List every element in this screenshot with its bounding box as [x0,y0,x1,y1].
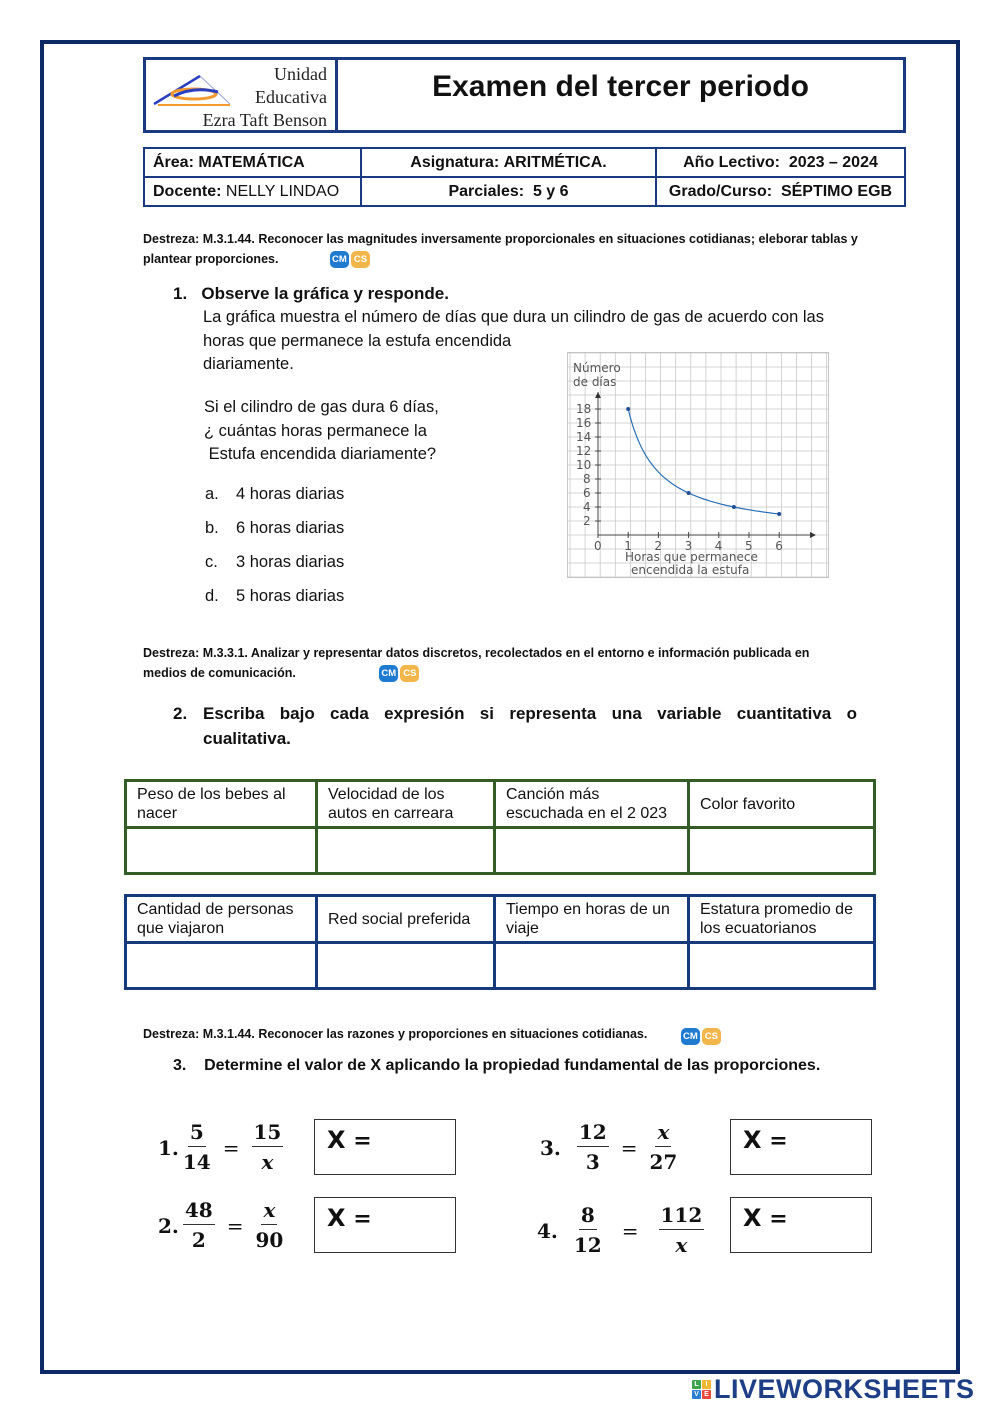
equation-label: 4. [537,1218,558,1243]
cm-badge: CM [330,251,349,268]
question-2-title-line-1: Escriba bajo cada expresión si representa una variable cuantitativa o [203,704,857,723]
denominator: 3 [585,1150,600,1174]
option-letter: b. [205,519,219,537]
svg-text:14: 14 [576,430,592,444]
destreza-1-line-2: plantear proporciones. [143,252,279,266]
variable-cell: Estatura promedio de los ecuatorianos [689,896,875,943]
denominator: 12 [573,1233,602,1257]
grado-value: SÉPTIMO EGB [780,182,893,200]
svg-text:0: 0 [594,539,602,553]
exam-title: Examen del tercer periodo [432,70,809,103]
equals-label: = [769,1128,788,1154]
area-label: Área: [153,153,194,171]
equals-sign: = [222,1135,240,1160]
grado-cell [656,177,905,206]
equals-sign: = [620,1135,638,1160]
question-1-title [173,284,449,304]
liveworksheets-logo-icon [692,1380,711,1399]
equals-label: = [353,1128,372,1154]
description-line-3: diariamente. [203,355,294,373]
denominator: 27 [649,1150,678,1174]
logo-letter: I [702,1380,711,1389]
option-text: 6 horas diarias [236,519,345,537]
svg-text:Horas que permanece: Horas que permanece [625,550,758,564]
liveworksheets-brand[interactable] [692,1374,975,1405]
question-3-number: 3. [173,1057,187,1074]
equation-1 [158,1120,287,1175]
anio-cell [656,148,905,177]
numerator: 15 [252,1120,284,1147]
docente-cell [144,177,361,206]
option-d[interactable] [205,587,344,621]
svg-text:3: 3 [684,539,693,553]
fraction-left [183,1120,211,1175]
logo-letter: E [702,1390,711,1399]
question-3-title [173,1057,820,1075]
equals-label: = [353,1206,372,1232]
variable-cell: Peso de los bebes al nacer [126,781,317,828]
numerator: x [655,1120,671,1147]
numerator: x [261,1198,277,1225]
svg-text:de días: de días [573,375,617,389]
data-point [777,512,781,516]
logo-letter: V [692,1390,701,1399]
option-letter: c. [205,553,218,571]
fraction-right [659,1203,705,1258]
variable-cell: Red social preferida [317,896,495,943]
fraction-right [650,1120,678,1175]
variable-cell: Velocidad de los autos en carreara [317,781,495,828]
option-text: 4 horas diarias [236,485,345,503]
variable-cell: Color favorito [689,781,875,828]
option-text: 5 horas diarias [236,587,345,605]
school-line-1: Unidad [274,64,327,84]
svg-text:5: 5 [745,539,753,553]
equation-2 [158,1198,287,1253]
answer-input[interactable] [126,828,317,874]
info-table [143,147,906,207]
competency-badges [681,1028,721,1045]
description-line-2: horas que permanece la estufa encendida [203,331,512,350]
variable-cell: Tiempo en horas de un viaje [495,896,689,943]
answer-box-4[interactable] [730,1197,872,1253]
fraction-left [574,1203,602,1258]
answer-input[interactable] [317,828,495,874]
area-cell [144,148,361,177]
question-2-title-line-2: cualitativa. [203,729,291,748]
option-a[interactable] [205,485,344,519]
parciales-cell [361,177,656,206]
equals-label: = [769,1206,788,1232]
equation-label: 3. [540,1135,561,1160]
variables-table-1 [124,779,876,875]
x-label: X [743,1204,762,1232]
asignatura-cell [361,148,656,177]
data-point [687,491,691,495]
option-b[interactable] [205,519,344,553]
denominator: 2 [191,1228,206,1252]
answer-box-3[interactable] [730,1119,872,1175]
destreza-2-line-1: Destreza: M.3.3.1. Analizar y representar datos discretos, recolectados en el entorno e información publicada en [143,646,810,660]
prompt-line-3: Estufa encendida diariamente? [204,445,437,463]
docente-value: NELLY LINDAO [225,182,340,200]
equation-3 [540,1120,681,1175]
svg-text:encendida la estufa: encendida la estufa [631,563,750,577]
answer-box-1[interactable] [314,1119,456,1175]
logo-letter: L [692,1380,701,1389]
cs-badge: CS [351,251,370,268]
exam-header [143,57,906,133]
denominator: 90 [255,1228,284,1252]
x-label: X [327,1204,346,1232]
svg-text:16: 16 [576,416,592,430]
data-point [626,407,630,411]
destreza-2-line-2: medios de comunicación. [143,666,296,680]
svg-text:8: 8 [583,472,591,486]
description-line-1: La gráfica muestra el número de días que dura un cilindro de gas de acuerdo con las [203,308,824,326]
question-1-number: 1. [173,284,188,303]
question-1-prompt [204,396,439,467]
anio-value: 2023 – 2024 [788,153,878,171]
answer-input[interactable] [126,943,317,989]
grado-label: Grado/Curso: [668,182,773,200]
inverse-proportion-chart [567,352,829,578]
numerator: 5 [188,1120,206,1147]
denominator: x [675,1233,688,1257]
answer-options [205,485,344,621]
fraction-left [183,1198,215,1253]
data-point [732,505,736,509]
competency-badges [330,251,370,268]
answer-input[interactable] [495,828,689,874]
school-logo-icon [152,74,232,108]
denominator: 14 [182,1150,211,1174]
school-line-2: Educativa [255,87,327,107]
svg-text:6: 6 [583,486,591,500]
question-1-title-text: Observe la gráfica y responde. [201,284,449,303]
numerator: 112 [659,1203,705,1230]
denominator: x [261,1150,274,1174]
fraction-left [577,1120,609,1175]
question-3-title-text: Determine el valor de X aplicando la propiedad fundamental de las proporciones. [204,1057,821,1074]
cs-badge: CS [702,1028,721,1045]
equals-sign: = [226,1213,244,1238]
parciales-value: 5 y 6 [532,182,569,200]
answer-input[interactable] [495,943,689,989]
cs-badge: CS [400,665,419,682]
svg-text:2: 2 [654,539,663,553]
docente-label: Docente: [153,182,222,200]
anio-label: Año Lectivo: [683,153,780,171]
competency-badges [379,665,419,682]
asignatura-label: Asignatura: [410,153,500,171]
prompt-line-1: Si el cilindro de gas dura 6 días, [204,398,439,416]
equation-label: 1. [158,1135,179,1160]
svg-text:4: 4 [714,539,723,553]
destreza-3-text: Destreza: M.3.1.44. Reconocer las razones y proporciones en situaciones cotidianas. [143,1027,648,1041]
option-text: 3 horas diarias [236,553,345,571]
destreza-2 [143,643,809,683]
school-line-3: Ezra Taft Benson [202,110,327,130]
destreza-1 [143,229,858,269]
svg-text:4: 4 [583,500,591,514]
parciales-label: Parciales: [448,182,525,200]
equals-sign: = [621,1218,639,1243]
destreza-3 [143,1024,721,1044]
variable-cell: Cantidad de personas que viajaron [126,896,317,943]
answer-input[interactable] [689,943,875,989]
fraction-right [256,1198,284,1253]
asignatura-value: ARITMÉTICA. [503,153,607,171]
variable-cell: Canción más escuchada en el 2 023 [495,781,689,828]
question-2-number: 2. [173,704,188,723]
destreza-1-line-1: Destreza: M.3.1.44. Reconocer las magnitudes inversamente proporcionales en situaciones cotidianas; eleborar tablas y [143,232,858,246]
x-label: X [743,1126,762,1154]
cm-badge: CM [681,1028,700,1045]
option-letter: a. [205,485,219,503]
option-c[interactable] [205,553,344,587]
svg-text:2: 2 [583,514,591,528]
question-2-title [173,701,857,751]
svg-text:12: 12 [576,444,592,458]
svg-text:10: 10 [576,458,592,472]
option-letter: d. [205,587,219,605]
svg-text:Número: Número [573,361,621,375]
answer-box-2[interactable] [314,1197,456,1253]
answer-input[interactable] [689,828,875,874]
svg-text:6: 6 [775,539,783,553]
answer-input[interactable] [317,943,495,989]
x-label: X [327,1126,346,1154]
school-block [146,60,338,130]
svg-text:1: 1 [624,539,632,553]
cm-badge: CM [379,665,398,682]
numerator: 48 [183,1198,215,1225]
x-axis-arrow-icon [810,532,816,538]
chart-curve [628,409,779,514]
area-value: MATEMÁTICA [198,153,305,171]
brand-text: LIVEWORKSHEETS [714,1374,975,1404]
svg-text:18: 18 [576,402,592,416]
equation-label: 2. [158,1213,179,1238]
numerator: 12 [577,1120,609,1147]
fraction-right [252,1120,284,1175]
numerator: 8 [579,1203,597,1230]
variables-table-2 [124,894,876,990]
prompt-line-2: ¿ cuántas horas permanece la [204,421,427,440]
equation-4 [537,1203,708,1258]
